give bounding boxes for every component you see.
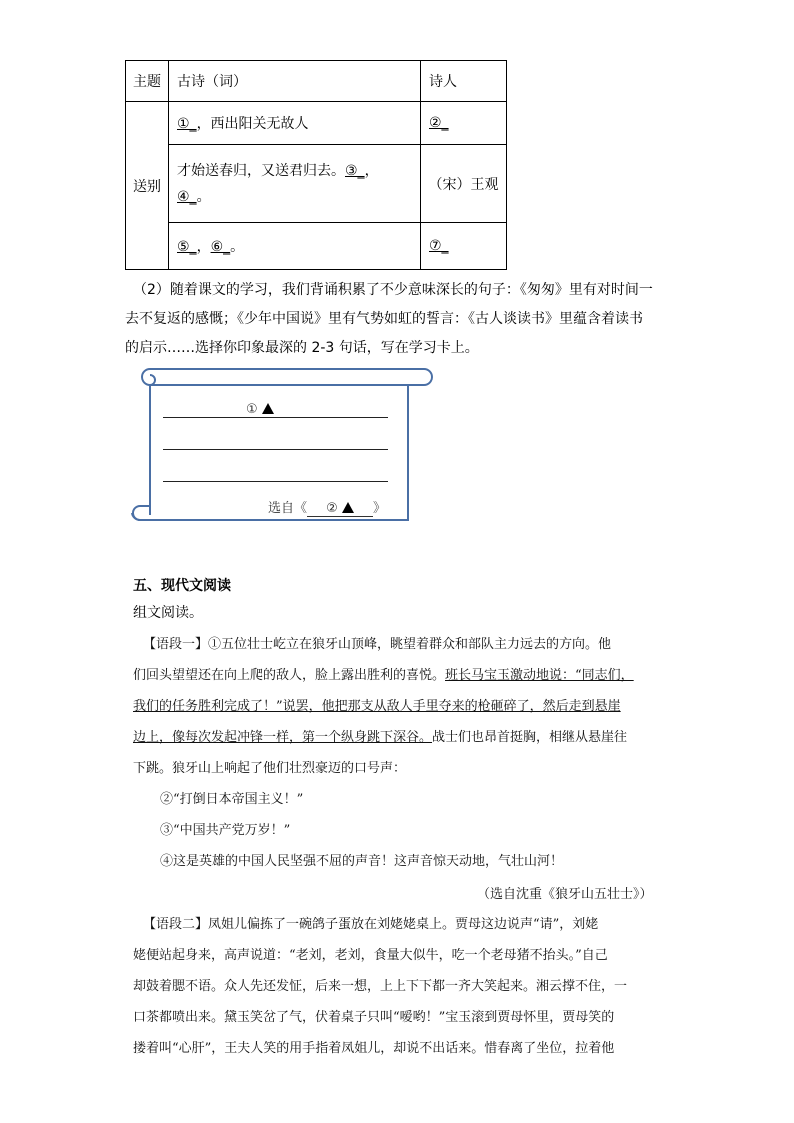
card-blank-1 [246, 402, 274, 417]
slogan-3: ③“中国共产党万岁！” [160, 823, 291, 838]
section-subtitle: 组文阅读。 [133, 605, 203, 621]
card-line-1[interactable] [163, 417, 388, 418]
source-suffix: 》 [373, 501, 387, 516]
passage-line: 却鼓着腮不语。众人先还发怔，后来一想，上上下下都一齐大笑起来。湘云撑不住，一 [133, 979, 628, 994]
header-theme: 主题 [126, 61, 169, 102]
poem-text: ，西出阳关无故人 [196, 116, 309, 132]
punct: 。 [230, 239, 245, 255]
poem-cell [169, 145, 421, 223]
blank-7[interactable]: ⑦_ [429, 238, 449, 254]
passage-line: 下跳。狼牙山上响起了他们壮烈豪迈的口号声： [133, 761, 407, 776]
poet-cell: （宋）王观 [421, 145, 507, 223]
poem-cell [169, 223, 421, 270]
header-poet: 诗人 [421, 61, 507, 102]
blank-label: ① [246, 402, 258, 417]
table-row [126, 102, 507, 145]
blank-5[interactable]: ⑤_ [177, 239, 197, 255]
underlined-text: 班长马宝玉激动地说：“同志们， [445, 668, 634, 683]
card-line-2[interactable] [163, 449, 388, 450]
slogan-2: ②“打倒日本帝国主义！” [160, 792, 304, 807]
question-line: （2）随着课文的学习，我们背诵积累了不少意味深长的句子：《匆匆》里有对时间一 [133, 282, 653, 298]
passage-1 [133, 629, 669, 877]
question-2 [125, 276, 673, 363]
question-line: 去不复返的感慨；《少年中国说》里有气势如虹的誓言：《古人谈读书》里蕴含着读书 [125, 311, 643, 327]
passage-line: 我们的任务胜利完成了！”说罢，他把那支从敌人手里夺来的枪砸碎了，然后走到悬崖 [133, 699, 621, 714]
passage-line: 口茶都喷出来。黛玉笑岔了气，伏着桌子只叫“嗳哟！”宝玉滚到贾母怀里，贾母笑的 [133, 1010, 615, 1025]
table-header-row [126, 61, 507, 102]
punct: ， [196, 239, 211, 255]
section-title: 五、现代文阅读 [133, 578, 231, 594]
underlined-text: 边上，像每次发起冲锋一样，第一个纵身跳下深谷。 [133, 730, 433, 745]
blank-label: ② [326, 501, 338, 516]
punct: ， [364, 162, 379, 179]
poet-cell [421, 223, 507, 270]
passage-text: 们回头望望还在向上爬的敌人，脸上露出胜利的喜悦。 [133, 668, 446, 683]
passage-line: 【语段二】凤姐儿偏拣了一碗鸽子蛋放在刘姥姥桌上。贾母这边说声“请”，刘姥 [143, 917, 599, 932]
poet-cell [421, 102, 507, 145]
blank-2[interactable]: ②_ [429, 115, 449, 131]
blank-4[interactable]: ④_ [177, 188, 197, 205]
poem-text: 才始送春归，又送君归去。 [177, 162, 345, 179]
passage-line: 姥便站起身来，高声说道：“老刘，老刘，食量大似牛，吃一个老母猪不抬头。”自己 [133, 948, 608, 963]
passage-text: 战士们也昂首挺胸，相继从悬崖往 [432, 730, 628, 745]
theme-cell: 送别 [126, 102, 169, 270]
card-line-3[interactable] [163, 481, 388, 482]
passage-line: 搂着叫“心肝”，王夫人笑的用手指着凤姐儿，却说不出话来。惜春离了坐位，拉着他 [133, 1041, 615, 1056]
blank-6[interactable]: ⑥_ [210, 239, 231, 255]
blank-3[interactable]: ③_ [345, 162, 365, 179]
passage-line: 【语段一】①五位壮士屹立在狼牙山顶峰，眺望着群众和部队主力远去的方向。他 [143, 637, 612, 652]
card-source [268, 497, 386, 517]
poem-table [125, 60, 507, 270]
slogan-4: ④这是英雄的中国人民坚强不屈的声音！这声音惊天动地，气壮山河！ [160, 854, 564, 869]
table-row [126, 145, 507, 223]
header-poem: 古诗（词） [169, 61, 421, 102]
blank-1[interactable]: ①_ [177, 116, 197, 132]
table-row [126, 223, 507, 270]
poem-cell [169, 102, 421, 145]
triangle-icon [262, 403, 274, 414]
passage-2 [133, 909, 669, 1064]
passage-line [133, 722, 669, 753]
triangle-icon [342, 502, 354, 513]
source-prefix: 选自《 [268, 501, 308, 516]
question-line: 的启示……选择你印象最深的 2-3 句话，写在学习卡上。 [125, 340, 479, 356]
passage-line [133, 660, 669, 691]
punct: 。 [196, 188, 211, 205]
passage-1-source: （选自沈重《狼牙山五壮士》） [477, 887, 653, 902]
source-blank[interactable] [307, 501, 373, 517]
